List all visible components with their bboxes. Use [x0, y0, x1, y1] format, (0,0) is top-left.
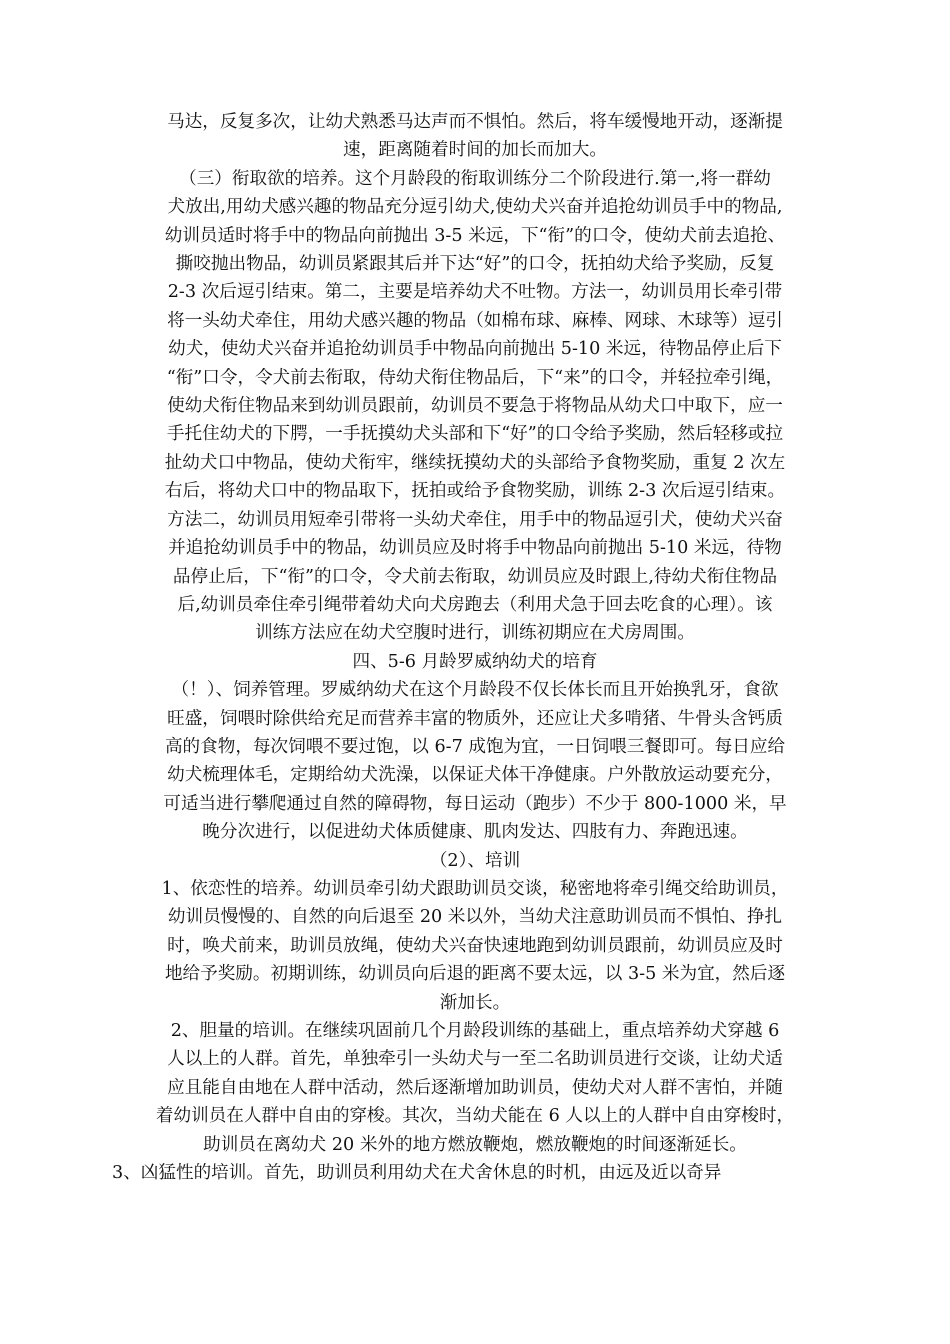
- text-line: 速，距离随着时间的加长而加大。: [343, 140, 607, 161]
- text-line: 地给予奖励。初期训练，幼训员向后退的距离不要太远，以 3-5 米为宜，然后逐: [164, 964, 786, 985]
- text-line: 右后，将幼犬口中的物品取下，抚拍或给予食物奖励，训练 2-3 次后逗引结束。: [164, 481, 786, 502]
- text-line: （！）、饲养管理。罗威纳幼犬在这个月龄段不仅长体长而且开始换乳牙，食欲: [171, 680, 779, 701]
- text-line: 撕咬抛出物品，幼训员紧跟其后并下达“好”的口令，抚拍幼犬给予奖励，反复: [175, 254, 775, 275]
- text-line: 高的食物，每次饲喂不要过饱，以 6-7 成饱为宜，一日饲喂三餐即可。每日应给: [164, 736, 786, 757]
- section-heading: [112, 648, 838, 676]
- paragraph-motor-habituation: [112, 108, 838, 165]
- text-line: 手托住幼犬的下腭，一手抚摸幼犬头部和下“好”的口令给予奖励，然后轻移或拉: [166, 424, 784, 445]
- text-line: 幼训员适时将手中的物品向前抛出 3-5 米远，下“衔”的口令，使幼犬前去追抢、: [164, 225, 786, 246]
- text-line: 晚分次进行，以促进幼犬体质健康、肌肉发达、四肢有力、奔跑迅速。: [202, 822, 748, 843]
- paragraph-retrieve-training: [112, 165, 838, 648]
- text-line: 马达，反复多次，让幼犬熟悉马达声而不惧怕。然后，将车缓慢地开动，逐渐提: [167, 112, 783, 132]
- document-page: [112, 108, 838, 1187]
- paragraph-ferocity-training: [112, 1159, 838, 1187]
- text-line: 时，唤犬前来，助训员放绳，使幼犬兴奋快速地跑到幼训员跟前，幼训员应及时: [167, 935, 783, 956]
- text-line: 并追抢幼训员手中的物品，幼训员应及时将手中物品向前抛出 5-10 米远，待物: [168, 538, 782, 559]
- text-line: 1、依恋性的培养。幼训员牵引幼犬跟助训员交谈，秘密地将牵引绳交给助训员，: [161, 878, 789, 899]
- subsection-heading: [112, 847, 838, 875]
- text-line: 人以上的人群。首先，单独牵引一头幼犬与一至二名助训员进行交谈，让幼犬适: [167, 1049, 783, 1070]
- text-line: 犬放出,用幼犬感兴趣的物品充分逗引幼犬,使幼犬兴奋并追抢幼训员手中的物品,: [167, 197, 783, 218]
- text-line: 使幼犬衔住物品来到幼训员跟前，幼训员不要急于将物品从幼犬口中取下，应一: [167, 396, 783, 417]
- text-line: 品停止后，下“衔”的口令，令犬前去衔取，幼训员应及时跟上,待幼犬衔住物品: [172, 566, 778, 587]
- text-line: 扯幼犬口中物品，使幼犬衔牢，继续抚摸幼犬的头部给予食物奖励，重复 2 次左: [164, 452, 786, 473]
- heading-text: 四、5-6 月龄罗威纳幼犬的培育: [352, 651, 598, 672]
- text-line: 将一头幼犬牵住，用幼犬感兴趣的物品（如棉布球、麻棒、网球、木球等）逗引: [167, 310, 783, 331]
- text-line: 旺盛，饲喂时除供给充足而营养丰富的物质外，还应让犬多啃猪、牛骨头含钙质: [167, 708, 783, 729]
- text-line: 2-3 次后逗引结束。第二，主要是培养幼犬不吐物。方法一，幼训员用长牵引带: [167, 282, 783, 303]
- text-line: 2、胆量的培训。在继续巩固前几个月龄段训练的基础上，重点培养幼犬穿越 6: [170, 1021, 780, 1041]
- text-line: 幼训员慢慢的、自然的向后退至 20 米以外，当幼犬注意助训员而不惧怕、挣扎: [167, 907, 783, 928]
- text-line: （三）衔取欲的培养。这个月龄段的衔取训练分二个阶段进行.第一,将一群幼: [179, 168, 771, 189]
- text-line: 训练方法应在幼犬空腹时进行，训练初期应在犬房周围。: [255, 623, 695, 644]
- text-line: 渐加长。: [439, 992, 511, 1013]
- text-line: 幼犬梳理体毛，定期给幼犬洗澡，以保证犬体干净健康。户外散放运动要充分，: [167, 765, 783, 786]
- text-line: 可适当进行攀爬通过自然的障碍物，每日运动（跑步）不少于 800-1000 米，早: [163, 793, 787, 814]
- text-line: 幼犬，使幼犬兴奋并追抢幼训员手中物品向前抛出 5-10 米远，待物品停止后下: [168, 339, 782, 360]
- text-line: 方法二，幼训员用短牵引带将一头幼犬牵住，用手中的物品逗引犬，使幼犬兴奋: [167, 509, 783, 530]
- text-line: 应且能自由地在人群中活动，然后逐渐增加助训员，使幼犬对人群不害怕，并随: [167, 1077, 783, 1098]
- text-line: “衔”口令，令犬前去衔取，侍幼犬衔住物品后，下“来”的口令，并轻拉牵引绳，: [166, 367, 784, 388]
- paragraph-courage-training: [112, 1017, 838, 1159]
- text-line: 后,幼训员牵住牵引绳带着幼犬向犬房跑去（利用犬急于回去吃食的心理）。该: [177, 594, 773, 615]
- paragraph-feeding-management: [112, 676, 838, 846]
- text-line: 着幼训员在人群中自由的穿梭。其次，当幼犬能在 6 人以上的人群中自由穿梭时，: [155, 1106, 795, 1127]
- heading-text: （2）、培训: [429, 850, 521, 871]
- text-line: 3、凶猛性的培训。首先，助训员利用幼犬在犬舍休息的时机，由远及近以奇异: [112, 1163, 722, 1184]
- paragraph-attachment-training: [112, 875, 838, 1017]
- text-line: 助训员在离幼犬 20 米外的地方燃放鞭炮，燃放鞭炮的时间逐渐延长。: [203, 1134, 747, 1155]
